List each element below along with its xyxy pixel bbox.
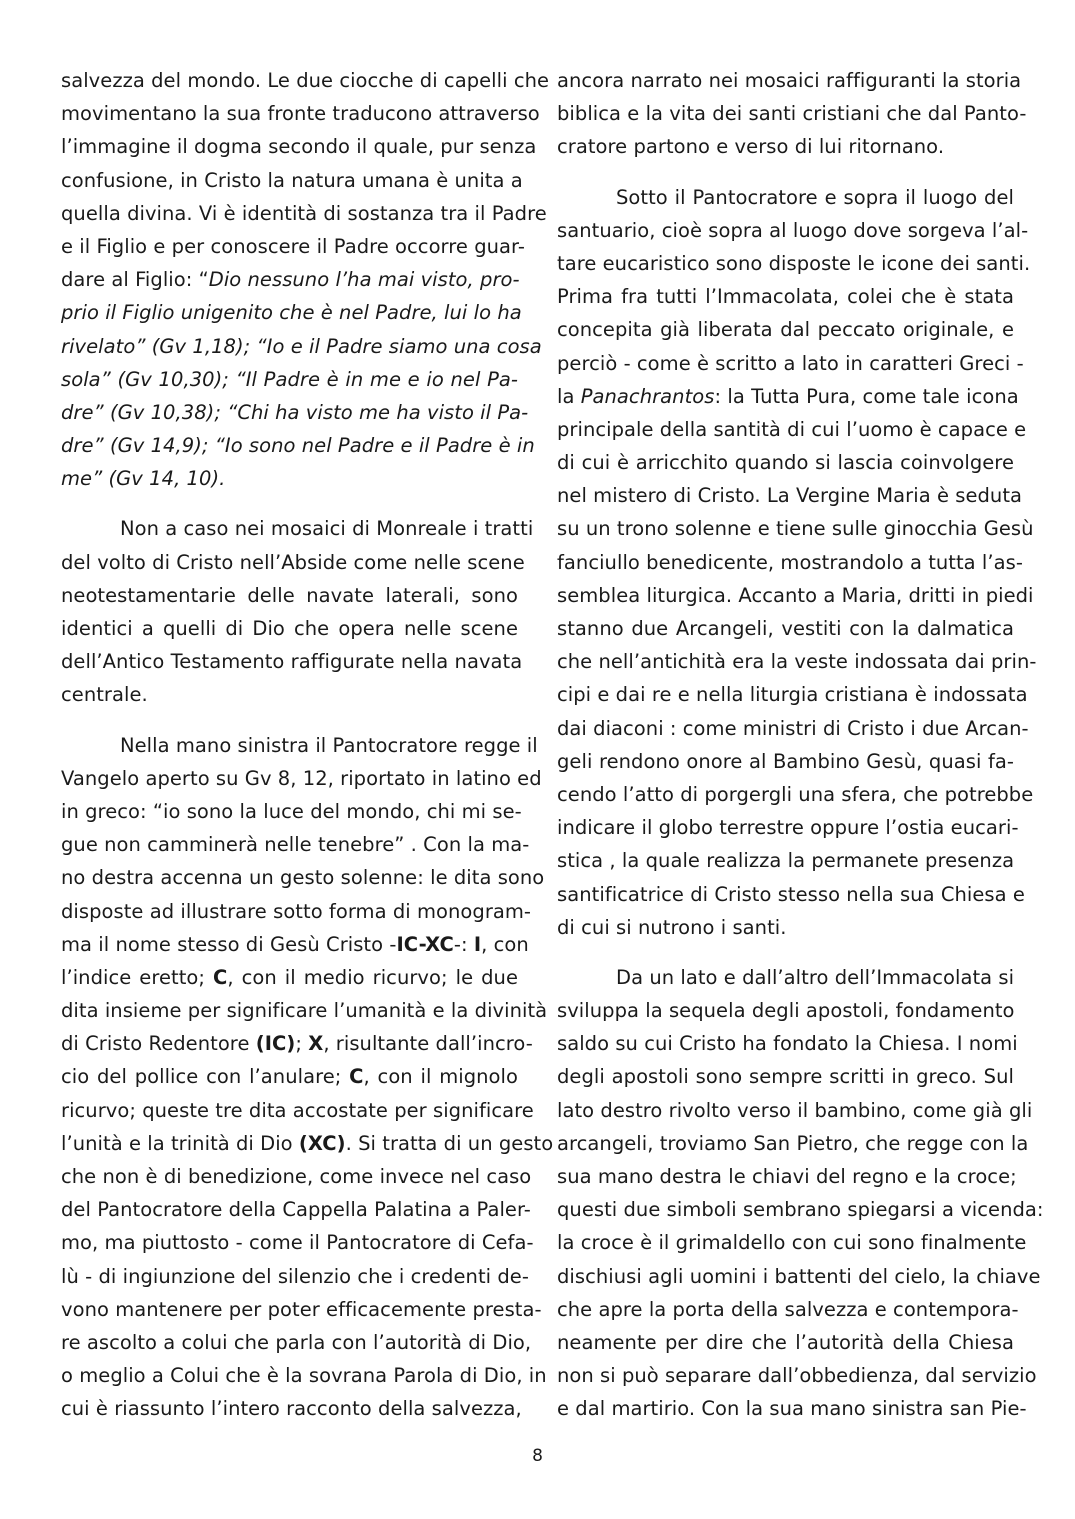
text-line: santificatrice di Cristo stesso nella sua Chiesa e	[557, 882, 1025, 906]
text-line: santuario, cioè sopra al luogo dove sorgeva l’al-	[557, 218, 1029, 242]
text-line: cio del pollice con l’anulare; C, con il mignolo	[61, 1065, 518, 1089]
text-line: me” (Gv 14, 10).	[61, 467, 226, 491]
text-line: o meglio a Colui che è la sovrana Parola di Dio, in	[61, 1364, 547, 1388]
text-line: Sotto il Pantocratore e sopra il luogo del	[616, 185, 1014, 209]
text-line: dare al Figlio: “Dio nessuno l’ha mai visto, pro-	[61, 268, 520, 292]
text-line: identici a quelli di Dio che opera nelle scene	[61, 617, 518, 640]
text-line: Non a caso nei mosaici di Monreale i tratti	[120, 517, 534, 541]
text-line: l’indice eretto; C, con il medio ricurvo; le due	[61, 965, 518, 989]
text-line: in greco: “io sono la luce del mondo, chi mi se-	[61, 799, 522, 823]
text-line: arcangeli, troviamo San Pietro, che regge con la	[557, 1131, 1029, 1155]
text-line: l’unità e la trinità di Dio (XC). Si tratta di un gesto	[61, 1131, 554, 1155]
text-line: fanciullo benedicente, mostrandolo a tutta l’as-	[557, 550, 1023, 574]
text-line: biblica e la vita dei santi cristiani che dal Panto-	[557, 102, 1027, 126]
text-line: disposte ad illustrare sotto forma di monogram-	[61, 899, 532, 923]
text-line: Prima fra tutti l’Immacolata, colei che è stata	[557, 285, 1014, 309]
text-line: neamente per dire che l’autorità della Chiesa	[557, 1330, 1014, 1354]
text-line: rivelato” (Gv 1,18); “Io e il Padre siamo una cosa	[61, 334, 542, 358]
text-line: e dal martirio. Con la sua mano sinistra san Pie-	[557, 1397, 1027, 1421]
text-line: di cui è arricchito quando si lascia coinvolgere	[557, 451, 1014, 475]
text-line: semblea liturgica. Accanto a Maria, dritti in piedi	[557, 583, 1034, 607]
text-line: concepita già liberata dal peccato originale, e	[557, 318, 1014, 342]
text-line: nel mistero di Cristo. La Vergine Maria è seduta	[557, 484, 1023, 508]
text-line: lato destro rivolto verso il bambino, come già gli	[557, 1098, 1033, 1122]
text-line: gue non camminerà nelle tenebre” . Con la ma-	[61, 833, 530, 857]
text-line: cui è riassunto l’intero racconto della salvezza,	[61, 1397, 522, 1421]
text-line: dischiusi agli uomini i battenti del cielo, la chiave	[557, 1264, 1041, 1288]
text-line: dell’Antico Testamento raffigurate nella navata	[61, 650, 523, 674]
paragraph-gap	[557, 164, 1014, 181]
text-line: stanno due Arcangeli, vestiti con la dalmatica	[557, 617, 1014, 640]
text-line: perciò - come è scritto a lato in caratteri Greci -	[557, 351, 1024, 375]
text-line: l’immagine il dogma secondo il quale, pur senza	[61, 135, 537, 159]
text-line: ancora narrato nei mosaici raffiguranti la storia	[557, 69, 1022, 92]
text-line: cratore partono e verso di lui ritornano.	[557, 135, 945, 159]
text-line: prio il Figlio unigenito che è nel Padre, lui lo ha	[61, 301, 522, 325]
text-line: confusione, in Cristo la natura umana è unita a	[61, 168, 523, 192]
text-line: quella divina. Vi è identità di sostanza tra il Padre	[61, 201, 547, 225]
text-line: questi due simboli sembrano spiegarsi a vicenda:	[557, 1198, 1044, 1222]
paragraph-gap	[557, 944, 1014, 961]
text-line: tare eucaristico sono disposte le icone dei santi.	[557, 251, 1031, 275]
text-line: cendo l’atto di porgergli una sfera, che potrebbe	[557, 782, 1034, 806]
text-line: ricurvo; queste tre dita accostate per significare	[61, 1098, 534, 1122]
text-line: che non è di benedizione, come invece nel caso	[61, 1165, 532, 1188]
text-line: ma il nome stesso di Gesù Cristo -IC-XC-: I, con	[61, 932, 529, 956]
text-line: la Panachrantos: la Tutta Pura, come tale icona	[557, 384, 1019, 408]
text-line: non si può separare dall’obbedienza, dal servizio	[557, 1364, 1037, 1388]
text-line: neotestamentarie delle navate laterali, sono	[61, 583, 518, 607]
text-line: Vangelo aperto su Gv 8, 12, riportato in latino ed	[61, 766, 542, 790]
text-line: di cui si nutrono i santi.	[557, 915, 787, 939]
text-line: dita insieme per significare l’umanità e la divinità	[61, 999, 548, 1023]
text-line: salvezza del mondo. Le due ciocche di capelli che	[61, 69, 550, 92]
text-line: centrale.	[61, 683, 148, 707]
text-line: sola” (Gv 10,30); “Il Padre è in me e io nel Pa-	[61, 367, 518, 391]
text-line: principale della santità di cui l’uomo è capace e	[557, 417, 1027, 441]
text-line: dre” (Gv 10,38); “Chi ha visto me ha visto il Pa-	[61, 400, 529, 424]
paragraph-gap	[61, 495, 518, 512]
text-line: stica , la quale realizza la permanete presenza	[557, 849, 1015, 873]
text-line: degli apostoli sono sempre scritti in greco. Sul	[557, 1065, 1014, 1089]
text-line: indicare il globo terrestre oppure l’ostia eucari-	[557, 816, 1019, 840]
text-line: re ascolto a colui che parla con l’autorità di Dio,	[61, 1330, 532, 1354]
page-number: 8	[532, 1446, 543, 1466]
text-line: no destra accenna un gesto solenne: le dita sono	[61, 866, 545, 890]
paragraph-gap	[61, 712, 518, 729]
text-line: movimentano la sua fronte traducono attraverso	[61, 102, 540, 126]
text-line: di Cristo Redentore (IC); X, risultante dall’incro-	[61, 1032, 533, 1056]
right-text-column	[557, 64, 1044, 1426]
text-line: Nella mano sinistra il Pantocratore regge il	[120, 733, 538, 757]
text-line: sviluppa la sequela degli apostoli, fondamento	[557, 999, 1015, 1023]
text-line: e il Figlio e per conoscere il Padre occorre guar-	[61, 234, 525, 258]
text-line: dre” (Gv 14,9); “Io sono nel Padre e il Padre è in	[61, 434, 535, 458]
left-text-column	[61, 64, 554, 1426]
text-line: mo, ma piuttosto - come il Pantocratore di Cefa-	[61, 1231, 534, 1255]
text-line: geli rendono onore al Bambino Gesù, quasi fa-	[557, 749, 1014, 773]
text-line: lù - di ingiunzione del silenzio che i credenti de-	[61, 1264, 529, 1288]
text-line: sua mano destra le chiavi del regno e la croce;	[557, 1165, 1017, 1188]
text-line: vono mantenere per poter efficacemente presta-	[61, 1297, 542, 1321]
text-line: la croce è il grimaldello con cui sono finalmente	[557, 1231, 1027, 1255]
text-line: Da un lato e dall’altro dell’Immacolata si	[616, 965, 1015, 989]
text-line: cipi e dai re e nella liturgia cristiana è indossata	[557, 683, 1028, 707]
text-line: che apre la porta della salvezza e contempora-	[557, 1297, 1019, 1321]
text-line: che nell’antichità era la veste indossata dai prin-	[557, 650, 1037, 674]
text-line: su un trono solenne e tiene sulle ginocchia Gesù	[557, 517, 1034, 541]
text-line: del Pantocratore della Cappella Palatina a Paler-	[61, 1198, 531, 1222]
text-line: saldo su cui Cristo ha fondato la Chiesa. I nomi	[557, 1032, 1018, 1056]
text-line: del volto di Cristo nell’Abside come nelle scene	[61, 550, 525, 574]
text-line: dai diaconi : come ministri di Cristo i due Arcan-	[557, 716, 1029, 740]
